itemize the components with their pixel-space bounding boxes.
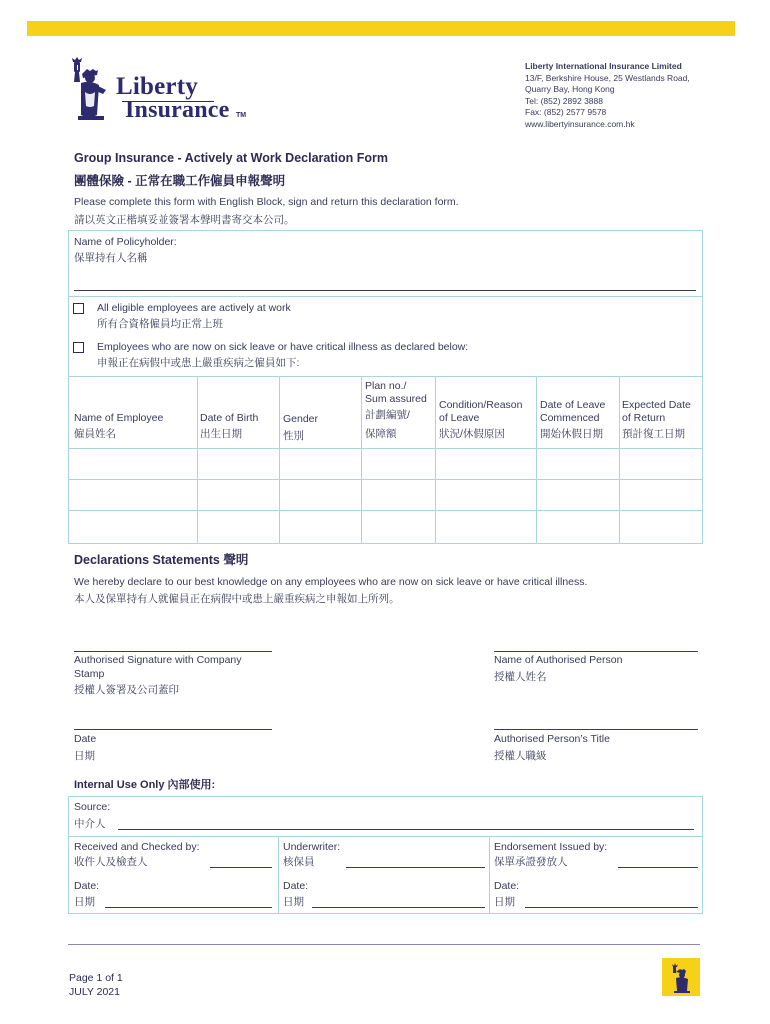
footer-info — [69, 971, 123, 999]
declaration-text-en: We hereby declare to our best knowledge on any employees who are now on sick leave or have critical illness. — [74, 576, 588, 588]
option-all-active-zh: 所有合資格僱員均正常上班 — [97, 318, 223, 330]
liberty-logo — [68, 56, 268, 126]
signature-input[interactable] — [74, 651, 272, 652]
endorsement-date-label-en: Date: — [494, 880, 520, 892]
policyholder-label-en: Name of Policyholder: — [74, 236, 177, 248]
col-header-reason-en2: of Leave — [439, 412, 480, 424]
col-header-gender-zh: 性別 — [283, 430, 304, 442]
top-accent-bar — [27, 21, 735, 36]
received-date-label-zh: 日期 — [74, 896, 95, 908]
policyholder-input[interactable] — [74, 290, 696, 291]
col-header-leave-zh: 開始休假日期 — [540, 428, 603, 440]
authorised-name-label-en: Name of Authorised Person — [494, 654, 623, 666]
underwriter-input[interactable] — [346, 867, 485, 868]
col-header-reason-zh: 狀況/休假原因 — [439, 428, 505, 440]
col-header-plan-en2: Sum assured — [365, 393, 427, 405]
company-website[interactable]: www.libertyinsurance.com.hk — [525, 118, 635, 129]
internal-use-heading: Internal Use Only 內部使用: — [74, 779, 216, 791]
col-header-leave-en1: Date of Leave — [540, 399, 606, 411]
endorsement-label-en: Endorsement Issued by: — [494, 841, 608, 853]
option-sick-leave-zh: 申報正在病假中或患上嚴重疾病之僱員如下: — [97, 357, 300, 369]
form-title-en: Group Insurance - Actively at Work Declaration Form — [74, 151, 388, 165]
internal-col-border — [489, 836, 490, 914]
form-title-zh: 團體保險 - 正常在職工作僱員申報聲明 — [74, 174, 286, 188]
underwriter-date-input[interactable] — [312, 907, 485, 908]
logo-text-liberty: Liberty — [116, 73, 198, 100]
underwriter-date-label-zh: 日期 — [283, 896, 304, 908]
col-header-return-zh: 預計復工日期 — [622, 428, 685, 440]
option-all-active-en: All eligible employees are actively at work — [97, 302, 291, 314]
source-label-zh: 中介人 — [74, 818, 106, 830]
internal-col-border — [278, 836, 279, 914]
date-label-en: Date — [74, 733, 97, 745]
signature-label-en2: Stamp — [74, 668, 105, 680]
authorised-name-input[interactable] — [494, 651, 698, 652]
col-header-dob-en: Date of Birth — [200, 412, 259, 424]
statue-of-liberty-icon — [662, 958, 700, 996]
endorsement-date-label-zh: 日期 — [494, 896, 515, 908]
statue-of-liberty-icon — [68, 56, 120, 122]
policyholder-label-zh: 保單持有人名稱 — [74, 252, 148, 264]
company-fax: Fax: (852) 2577 9578 — [525, 107, 607, 118]
col-header-plan-en1: Plan no./ — [365, 380, 407, 392]
authorised-title-label-zh: 授權人職級 — [494, 750, 547, 762]
underwriter-label-zh: 核保員 — [283, 856, 315, 868]
checkbox-sick-leave[interactable] — [73, 342, 84, 353]
col-header-dob-zh: 出生日期 — [200, 428, 242, 440]
source-label-en: Source: — [74, 801, 111, 813]
col-header-plan-zh2: 保障額 — [365, 428, 397, 440]
underwriter-label-en: Underwriter: — [283, 841, 341, 853]
signature-label-zh: 授權人簽署及公司蓋印 — [74, 684, 179, 696]
option-sick-leave-en: Employees who are now on sick leave or have critical illness as declared below: — [97, 341, 469, 353]
company-tel: Tel: (852) 2892 3888 — [525, 95, 603, 106]
endorsement-date-input[interactable] — [525, 907, 698, 908]
authorised-title-label-en: Authorised Person’s Title — [494, 733, 610, 745]
company-address-block — [525, 61, 690, 131]
endorsement-input[interactable] — [618, 867, 698, 868]
liberty-badge-logo — [662, 958, 700, 996]
received-date-input[interactable] — [105, 907, 272, 908]
internal-divider — [68, 836, 703, 837]
section-divider — [68, 296, 703, 297]
internal-use-section — [68, 796, 703, 914]
authorised-title-input[interactable] — [494, 729, 698, 730]
form-version-date: JULY 2021 — [69, 986, 120, 998]
date-label-zh: 日期 — [74, 750, 95, 762]
col-header-gender-en: Gender — [283, 413, 319, 425]
col-header-name-zh: 僱員姓名 — [74, 428, 116, 440]
underwriter-date-label-en: Date: — [283, 880, 309, 892]
received-label-en: Received and Checked by: — [74, 841, 200, 853]
date-input[interactable] — [74, 729, 272, 730]
col-header-reason-en1: Condition/Reason — [439, 399, 523, 411]
instructions-en: Please complete this form with English Block, sign and return this declaration form. — [74, 196, 459, 208]
declaration-heading: Declarations Statements 聲明 — [74, 553, 249, 567]
col-header-leave-en2: Commenced — [540, 412, 600, 424]
table-row[interactable] — [69, 449, 702, 479]
logo-trademark: TM — [236, 112, 247, 119]
instructions-zh: 請以英文正楷填妥並簽署本聲明書寄交本公司。 — [74, 214, 295, 226]
checkbox-all-active[interactable] — [73, 303, 84, 314]
col-header-name-en: Name of Employee — [74, 412, 164, 424]
address-line-2: Quarry Bay, Hong Kong — [525, 84, 615, 95]
declaration-text-zh: 本人及保單持有人就僱員正在病假中或患上嚴重疾病之申報如上所列。 — [74, 593, 400, 605]
col-header-plan-zh1: 計劃編號/ — [365, 409, 410, 421]
company-name: Liberty International Insurance Limited — [525, 61, 682, 71]
col-header-return-en2: of Return — [622, 412, 666, 424]
signature-label-en1: Authorised Signature with Company — [74, 654, 242, 666]
table-row[interactable] — [69, 511, 702, 543]
logo-text-insurance: Insurance — [125, 97, 230, 123]
source-input[interactable] — [118, 829, 694, 830]
address-line-1: 13/F, Berkshire House, 25 Westlands Road, — [525, 72, 690, 83]
received-label-zh: 收件人及檢查人 — [74, 856, 148, 868]
page-number: Page 1 of 1 — [69, 972, 123, 984]
table-top-border — [68, 376, 703, 377]
received-date-label-en: Date: — [74, 880, 100, 892]
endorsement-label-zh: 保單承證發放人 — [494, 856, 568, 868]
table-row[interactable] — [69, 480, 702, 510]
col-header-return-en1: Expected Date — [622, 399, 691, 411]
authorised-name-label-zh: 授權人姓名 — [494, 671, 547, 683]
received-input[interactable] — [210, 867, 272, 868]
footer-rule — [68, 944, 700, 945]
